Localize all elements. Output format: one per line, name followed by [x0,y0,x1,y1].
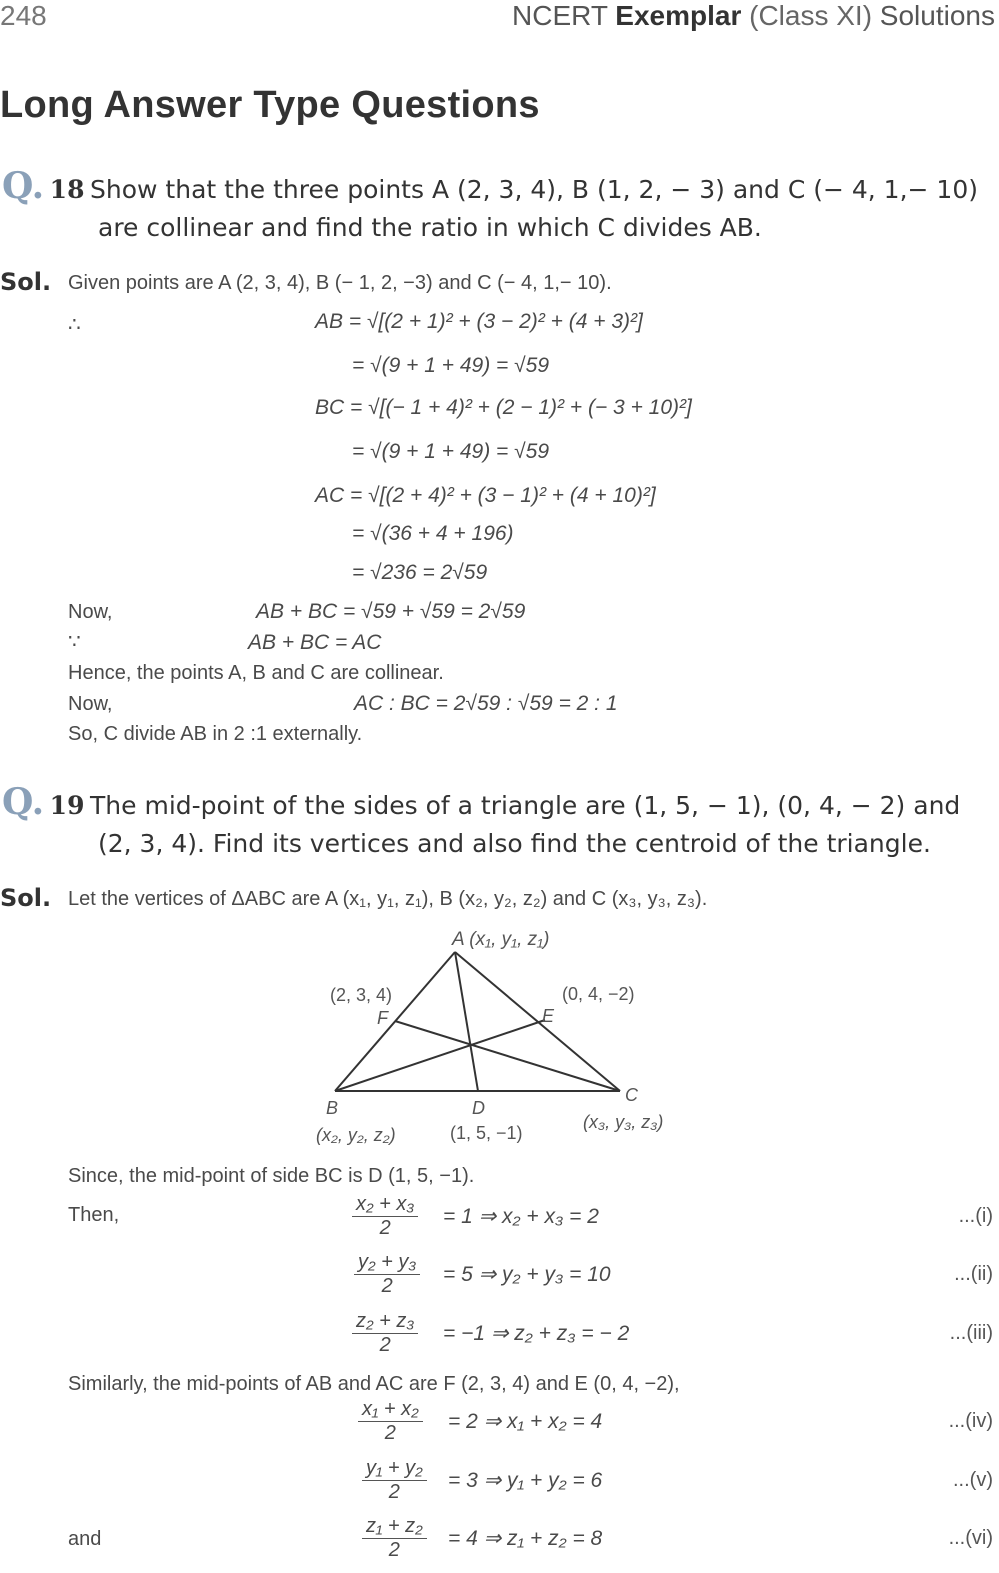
section-title: Long Answer Type Questions [0,84,540,126]
eq-i-tag: ...(i) [958,1205,993,1227]
eq-sum: AB + BC = √59 + √59 = 2√59 [256,600,526,623]
eq-ab-1: AB = √[(2 + 1)² + (3 − 2)² + (4 + 3)²] [315,310,643,333]
label-b: B [326,1098,339,1118]
eq-iv-fraction [358,1398,423,1445]
eq-bc-1: BC = √[(− 1 + 4)² + (2 − 1)² + (− 3 + 10)²] [315,396,692,419]
eq-ii-rhs: = 5 ⇒ y₂ + y₃ = 10 [443,1263,611,1286]
eq-i-rhs: = 1 ⇒ x₂ + x₃ = 2 [443,1205,599,1228]
eq-v-num: y₁ + y₂ [362,1457,427,1481]
header-prefix: NCERT [512,0,616,31]
running-header [512,0,995,32]
q19-heading [2,782,960,823]
eq-iv-num: x₁ + x₂ [358,1398,423,1422]
label-a: A (x₁, y₁, z₁) [452,929,550,950]
eq-iv-tag: ...(iv) [948,1410,993,1432]
label-c-coord: (x₃, y₃, z₃) [583,1112,664,1132]
header-paren: (Class XI) [741,0,873,31]
therefore-symbol: ∴ [68,314,81,336]
q18-given: Given points are A (2, 3, 4), B (− 1, 2, −3) and C (− 4, 1,− 10). [68,272,612,294]
eq-v-den: 2 [388,1481,400,1503]
q18-hence: Hence, the points A, B and C are collinear. [68,662,444,684]
eq-iii-tag: ...(iii) [949,1322,993,1344]
q18-conclusion: So, C divide AB in 2 :1 externally. [68,723,363,745]
eq-i-num: x₂ + x₃ [352,1193,418,1217]
eq-v-rhs: = 3 ⇒ y₁ + y₂ = 6 [448,1469,603,1492]
eq-iii-num: z₂ + z₃ [352,1310,418,1334]
label-c: C [625,1085,638,1105]
page-number: 248 [0,0,47,31]
eq-ii-fraction [354,1251,420,1298]
eq-vi-fraction [362,1515,427,1562]
q19-line2: (2, 3, 4). Find its vertices and also find the centroid of the triangle. [98,829,931,858]
eq-iii-rhs: = −1 ⇒ z₂ + z₃ = − 2 [443,1322,630,1345]
eq-ii-den: 2 [381,1275,393,1297]
eq-sum-2: AB + BC = AC [248,631,382,654]
q19-line1: The mid-point of the sides of a triangle are (1, 5, − 1), (0, 4, − 2) and [90,791,961,820]
eq-ii-tag: ...(ii) [954,1263,993,1285]
median-cf [395,1021,620,1091]
eq-ac-2: = √(36 + 4 + 196) [352,522,514,545]
q19-since: Since, the mid-point of side BC is D (1, 5, −1). [68,1165,475,1187]
eq-ii-num: y₂ + y₃ [354,1251,420,1275]
eq-i-fraction [352,1193,418,1240]
label-f-coord: (2, 3, 4) [330,985,393,1005]
eq-ac-3: = √236 = 2√59 [352,561,488,584]
eq-vi-num: z₁ + z₂ [362,1515,427,1539]
q18-heading [2,166,978,207]
eq-i-den: 2 [379,1217,391,1239]
median-ad [455,952,478,1091]
eq-bc-2: = √(9 + 1 + 49) = √59 [352,440,550,463]
then-label: Then, [68,1204,120,1226]
q18-mark: Q. [2,165,45,207]
eq-ab-2: = √(9 + 1 + 49) = √59 [352,354,550,377]
eq-v-tag: ...(v) [953,1469,993,1491]
label-d-coord: (1, 5, −1) [450,1123,523,1143]
eq-iii-fraction [352,1310,418,1357]
eq-vi-rhs: = 4 ⇒ z₁ + z₂ = 8 [448,1527,603,1550]
eq-vi-den: 2 [388,1539,400,1561]
eq-ratio: AC : BC = 2√59 : √59 = 2 : 1 [354,692,618,715]
header-suffix: Solutions [872,0,995,31]
q18-line2: are collinear and find the ratio in which C divides AB. [98,213,762,242]
eq-vi-tag: ...(vi) [948,1527,993,1549]
label-f: F [377,1008,388,1028]
q19-number: 19 [49,791,85,820]
label-d: D [472,1098,485,1118]
label-b-coord: (x₂, y₂, z₂) [316,1125,396,1145]
q19-mark: Q. [2,781,45,823]
and-label: and [68,1528,102,1550]
now-label-2: Now, [68,693,113,715]
q19-sol-label: Sol. [0,884,52,912]
q19-intro: Let the vertices of ΔABC are A (x₁, y₁, z₁), B (x₂, y₂, z₂) and C (x₃, y₃, z₃). [68,888,708,910]
label-e-coord: (0, 4, −2) [562,984,635,1004]
eq-iii-den: 2 [379,1334,391,1356]
eq-iv-den: 2 [384,1422,396,1444]
eq-ac-1: AC = √[(2 + 4)² + (3 − 1)² + (4 + 10)²] [315,484,656,507]
header-bold: Exemplar [615,0,742,31]
because-symbol: ∵ [68,631,81,653]
q18-number: 18 [49,175,85,204]
eq-iv-rhs: = 2 ⇒ x₁ + x₂ = 4 [448,1410,603,1433]
triangle-figure [300,920,720,1150]
q19-similarly: Similarly, the mid-points of AB and AC are F (2, 3, 4) and E (0, 4, −2), [68,1373,680,1395]
now-label: Now, [68,601,113,623]
q18-sol-label: Sol. [0,268,52,296]
eq-v-fraction [362,1457,427,1504]
label-e: E [542,1006,555,1026]
q18-line1: Show that the three points A (2, 3, 4), B (1, 2, − 3) and C (− 4, 1,− 10) [90,175,978,204]
